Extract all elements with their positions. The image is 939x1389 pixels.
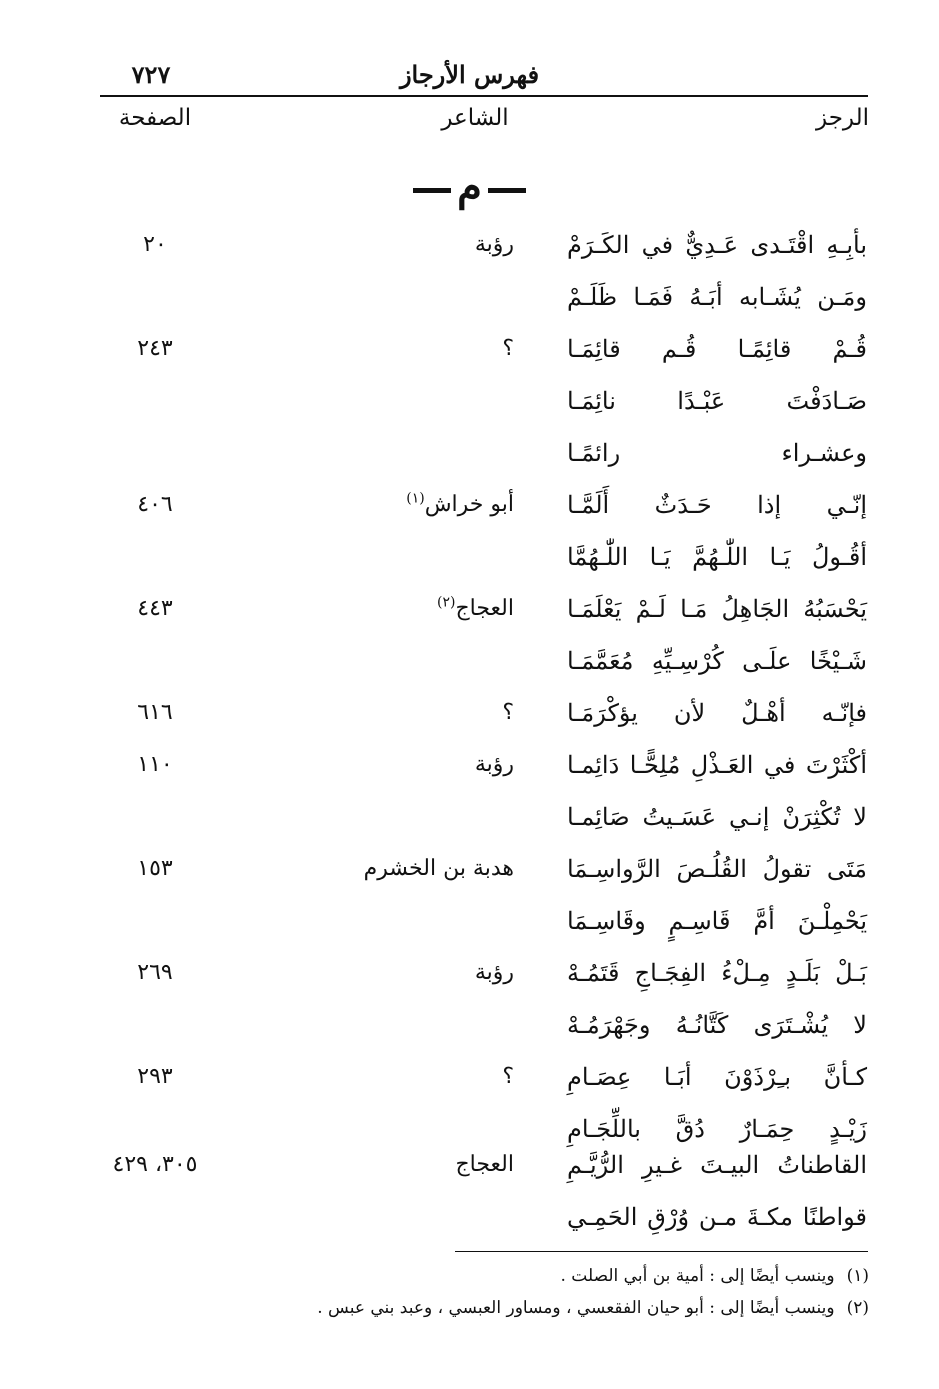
poet-name-text: رؤبة [474,960,514,985]
footnote-ref: (١) [406,490,425,507]
verse-text: ومَـن يُشَـابه أبَـهُ فَمَـا ظَلَـمْ [567,283,867,311]
entry-row [0,480,939,530]
poet-name [364,844,514,894]
page-reference: ٢٤٣ [137,336,173,361]
page-number: ٧٢٧ [131,60,171,89]
entry-row [0,740,939,790]
entry-row [0,1140,939,1190]
entry-row [0,948,939,998]
page-reference: ١٥٣ [137,856,173,881]
footnote [317,1294,869,1322]
page-reference: ٢٦٩ [137,960,173,985]
verse-text: مَتَى تقولُ القُلُـصَ الرَّواسِـمَا [567,855,867,883]
entry-row [0,220,939,270]
column-header-rajaz: الرجز [816,105,869,131]
poet-name [502,324,514,374]
entry-row [0,1192,939,1242]
poet-name [502,1052,514,1102]
poet-name [455,1140,514,1190]
verse-text: أقُـولُ يَـا اللّٰـهُمَّ يَـا اللّٰـهُمَّا [567,543,867,571]
poet-name [475,220,514,270]
poet-name-text: ؟ [502,1064,514,1089]
header-rule [100,95,868,97]
poet-name-text: ؟ [502,336,514,361]
verse-text: أكْثَرْتَ في العَـذْلِ مُلِحًّـا دَائِمـا [567,751,867,779]
footnote-rule [455,1251,868,1252]
footnote-mark: (٢) [846,1298,869,1318]
poet-name [502,688,514,738]
footnote-text: وينسب أيضًا إلى : أمية بن أبي الصلت . [560,1266,835,1286]
verse-text: فإنّـه أهْـلٌ لأن يؤكْرَمَـا [567,699,867,727]
verse-text: كـأنَّ بـِرْذَوْنَ أبَـا عِصَـامِ [567,1063,867,1091]
heading-dash [413,188,451,193]
poet-name-text: رؤبة [474,752,514,777]
running-title: فهرس الأرجاز [399,60,540,89]
poet-name [437,584,514,634]
verse-text: يَحْسَبُهُ الجَاهِلُ مَـا لَـمْ يَعْلَمَـا [567,595,867,623]
verse-text: لا يُشْـتَرَى كَتَّانُـهُ وجَهْرَمُـهْ [567,1011,867,1039]
entry-row [0,376,939,426]
entry-row [0,1000,939,1050]
poet-name-text: ؟ [502,700,514,725]
poet-name-text: رؤبة [474,232,514,257]
verse-text: زَيْـدٍ حِمَـارٌ دُقَّ باللِّجَـامِ [567,1115,867,1143]
poet-name [475,948,514,998]
verse-text: لا تُكْثِرَنْ إنـي عَسَـيتُ صَائِمـا [567,803,867,831]
page-reference: ٤٤٣ [137,596,173,621]
page-reference: ٢٠ [143,232,167,257]
verse-text: قُـمْ قائِمًـا قُـم قائِمَـا [567,335,867,363]
column-header-poet: الشاعر [441,105,509,131]
entry-row [0,272,939,322]
entry-row [0,532,939,582]
footnote-mark: (١) [846,1266,869,1286]
verse-text: صَـادَفْتَ عَبْـدًا نائِمَـا [567,387,867,415]
verse-text: يَحْمِلْـنَ أمَّ قَاسِـمٍ وقَاسِـمَا [567,907,867,935]
heading-dash [488,188,526,193]
poet-name-text: العجاج [455,596,514,621]
entry-row [0,896,939,946]
poet-name [475,740,514,790]
page-reference: ٣٠٥، ٤٢٩ [112,1152,198,1177]
footnote [561,1262,870,1290]
verse-text: القاطناتُ البيـتَ غـيرِ الرُّيَّـمِ [567,1151,867,1179]
page-reference: ١١٠ [137,752,173,777]
poet-name-text: العجاج [455,1152,514,1177]
page-reference: ٦١٦ [137,700,173,725]
section-letter-heading [0,162,939,212]
footnote-text: وينسب أيضًا إلى : أبو حيان الفقعسي ، ومساور العبسي ، وعبد بني عبس . [317,1298,835,1318]
verse-text: إنّـي إذا حَـدَثٌ أَلَمَّـا [567,491,867,519]
verse-text: بأبِـهِ اقْتَـدى عَـدِيٌّ في الكَـرَمْ [567,231,867,259]
entry-row [0,792,939,842]
poet-name-text: هدبة بن الخشرم [363,856,514,881]
verse-text: قواطنًا مكـةَ مـن وُرْقِ الحَمِـي [567,1203,867,1231]
entry-row [0,584,939,634]
entry-row [0,1052,939,1102]
column-header-page: الصفحة [118,105,192,131]
page-reference: ٢٩٣ [137,1064,173,1089]
entry-row [0,636,939,686]
entry-row [0,844,939,894]
footnote-ref: (٢) [436,594,456,611]
entry-row [0,428,939,478]
page-reference: ٤٠٦ [137,492,173,517]
poet-name-text: أبو خراش [424,492,514,517]
verse-text: شَـيْخًا علَـى كُرْسِـيِّهِ مُعَمَّمَـا [567,647,867,675]
poet-name [406,480,514,530]
entry-row [0,324,939,374]
verse-text: بَـلْ بَلَـدٍ مِـلْءُ الفِجَـاجِ قَتَمُـهْ [567,959,867,987]
verse-text: وعشـراء رائمًـا [567,439,867,467]
entry-row [0,688,939,738]
section-letter: م [457,163,482,210]
